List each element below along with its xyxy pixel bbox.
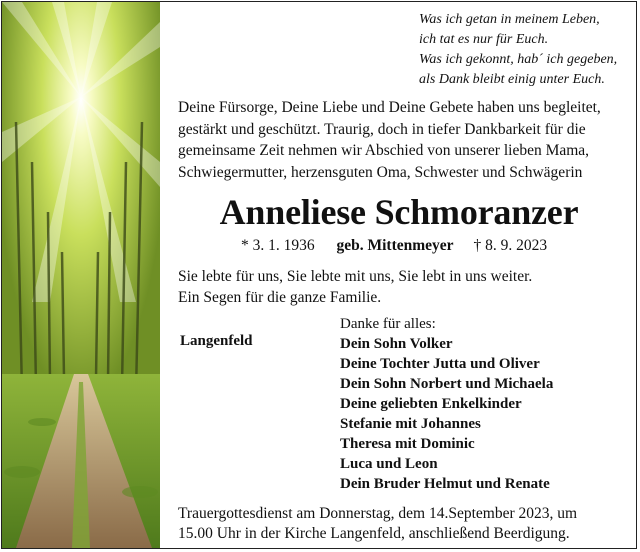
mourner: Deine Tochter Jutta und Oliver bbox=[340, 356, 540, 372]
birth-date: * 3. 1. 1936 bbox=[241, 237, 315, 254]
intro-line: Schwiegermutter, herzensguten Oma, Schwester und Schwägerin bbox=[178, 163, 583, 181]
intro-text bbox=[178, 97, 628, 183]
poem-line: Was ich getan in meinem Leben, bbox=[419, 12, 600, 27]
service-line: Trauergottesdienst am Donnerstag, dem 14.September 2023, um bbox=[178, 505, 578, 522]
thanks-heading: Danke für alles: bbox=[340, 316, 436, 332]
mourner: Dein Bruder Helmut und Renate bbox=[340, 476, 550, 492]
mourner: Luca und Leon bbox=[340, 456, 438, 472]
funeral-service-info bbox=[178, 504, 577, 544]
mourners-list bbox=[340, 314, 553, 494]
intro-line: gestärkt und geschützt. Traurig, doch in tiefer Dankbarkeit für die bbox=[178, 120, 586, 138]
quote-line: Sie lebte für uns, Sie lebte mit uns, Sie lebt in uns weiter. bbox=[178, 268, 533, 285]
intro-line: gemeinsame Zeit nehmen wir Abschied von unserer lieben Mama, bbox=[178, 142, 590, 159]
poem-line: Was ich gekonnt, hab´ ich gegeben, bbox=[419, 52, 618, 67]
mourner: Theresa mit Dominic bbox=[340, 436, 475, 452]
deceased-name: Anneliese Schmoranzer bbox=[219, 192, 579, 232]
mourner: Dein Sohn Norbert und Michaela bbox=[340, 376, 554, 392]
memorial-quote bbox=[178, 266, 532, 308]
place-name: Langenfeld bbox=[180, 333, 253, 349]
mourner: Deine geliebten Enkelkinder bbox=[340, 396, 522, 412]
intro-line: Deine Fürsorge, Deine Liebe und Deine Gebete haben uns begleitet, bbox=[178, 99, 601, 116]
life-dates bbox=[241, 236, 547, 256]
mourner: Stefanie mit Johannes bbox=[340, 416, 481, 432]
quote-line: Ein Segen für die ganze Familie. bbox=[178, 289, 382, 306]
death-date: † 8. 9. 2023 bbox=[473, 237, 548, 254]
poem-line: ich tat es nur für Euch. bbox=[419, 32, 549, 47]
mourner: Dein Sohn Volker bbox=[340, 336, 453, 352]
poem-line: als Dank bleibt einig unter Euch. bbox=[419, 72, 605, 87]
maiden-name: geb. Mittenmeyer bbox=[336, 237, 454, 254]
forest-path-photo bbox=[2, 2, 160, 548]
service-line: 15.00 Uhr in der Kirche Langenfeld, anschließend Beerdigung. bbox=[178, 525, 570, 542]
poem bbox=[419, 10, 633, 90]
